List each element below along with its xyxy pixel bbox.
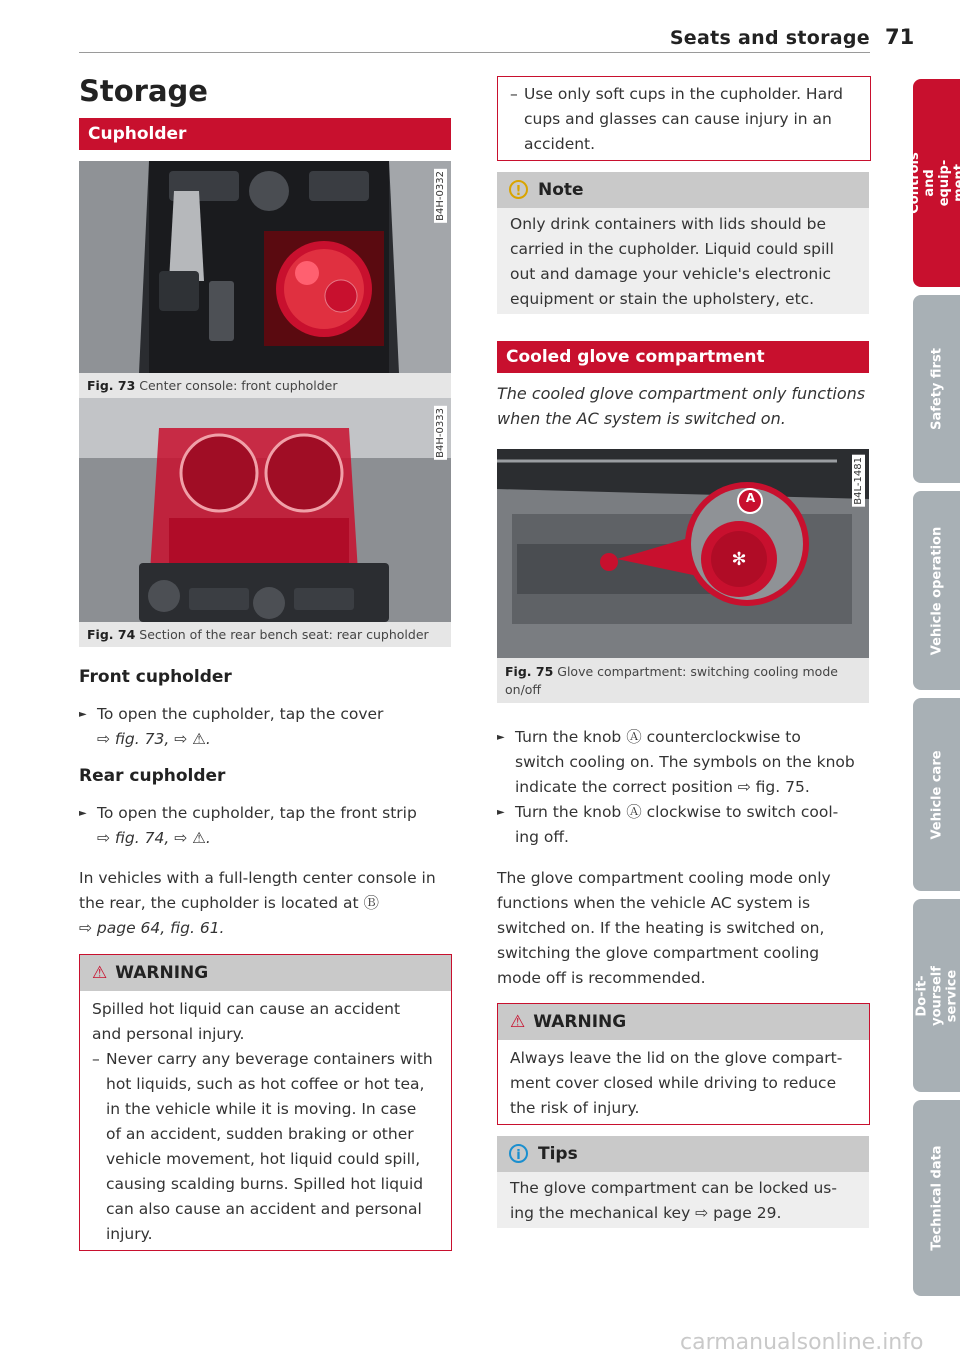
svg-text:✻: ✻ <box>731 549 747 570</box>
caption-text: on/off <box>505 682 542 697</box>
tips-body <box>497 1172 869 1226</box>
text-line: – Never carry any beverage containers with <box>106 1050 433 1068</box>
heading-front-cupholder: Front cupholder <box>79 667 232 687</box>
dash-item <box>510 82 858 157</box>
text-line: mode off is recommended. <box>497 969 706 987</box>
text-line: hot liquids, such as hot coffee or hot tea, <box>106 1075 425 1093</box>
glove-compartment-illustration <box>497 449 869 658</box>
bullet-item <box>497 725 877 800</box>
text-line: when the AC system is switched on. <box>497 409 786 428</box>
text-line: switch cooling on. The symbols on the knob <box>515 753 855 771</box>
warning-header <box>80 955 451 991</box>
section-intro <box>497 381 877 431</box>
page-number: 71 <box>885 25 915 49</box>
figure-code: B4H-0333 <box>435 408 446 458</box>
figure-code: B4L-1481 <box>853 457 864 505</box>
text-line: – Use only soft cups in the cupholder. Hard <box>524 85 844 103</box>
section-bar-cupholder: Cupholder <box>79 118 451 150</box>
text-line: ing off. <box>515 828 569 846</box>
note-body <box>497 208 869 312</box>
tab-controls-and-equipment[interactable] <box>906 79 967 287</box>
text-line: equipment or stain the upholstery, etc. <box>510 290 815 308</box>
text-line: out and damage your vehicle's electronic <box>510 265 832 283</box>
header-section-title: Seats and storage <box>669 27 870 49</box>
text-line: In vehicles with a full-length center console in <box>79 869 436 887</box>
page-title: Storage <box>79 74 208 108</box>
text-line: switching the glove compartment cooling <box>497 944 820 962</box>
text-line: Only drink containers with lids should be <box>510 215 827 233</box>
section-bar-cooled-glove-compartment: Cooled glove compartment <box>497 341 869 373</box>
bullet-text: To open the cupholder, tap the front strip <box>97 804 417 822</box>
warning-box <box>79 954 452 1251</box>
figure-caption <box>497 658 869 703</box>
warning-heading: WARNING <box>533 1012 627 1032</box>
warning-triangle-icon: ⚠ <box>92 963 108 983</box>
text-line: The cooled glove compartment only functions <box>497 384 866 403</box>
tab-vehicle-care[interactable] <box>913 698 960 891</box>
text-line: and personal injury. <box>92 1025 245 1043</box>
tips-heading: Tips <box>538 1144 578 1164</box>
warning-continuation-body <box>498 77 870 157</box>
figure-caption <box>79 373 451 398</box>
warning-box <box>497 1003 870 1125</box>
warning-header <box>498 1004 869 1040</box>
tab-label: Vehicle care <box>929 749 944 840</box>
exclamation-icon: ! <box>509 180 528 199</box>
footer-watermark: carmanualsonline.info <box>680 1330 924 1355</box>
text-line: the rear, the cupholder is located at Ⓑ <box>79 894 379 912</box>
header-rule <box>79 52 870 53</box>
text-line: Spilled hot liquid can cause an accident <box>92 1000 401 1018</box>
figure-marker-a: A <box>745 491 756 505</box>
text-line: ment cover closed while driving to reduce <box>510 1074 837 1092</box>
rear-cupholder-illustration <box>79 398 451 622</box>
dash-item <box>92 1047 439 1247</box>
text-line: accident. <box>524 135 596 153</box>
cross-reference[interactable]: ⇨ page 64, fig. 61. <box>79 919 225 937</box>
warning-body <box>498 1040 869 1121</box>
text-line: the risk of injury. <box>510 1099 640 1117</box>
tab-label: Controls and equip- ment <box>906 152 967 214</box>
heading-rear-cupholder: Rear cupholder <box>79 766 226 786</box>
tab-label: Technical data <box>929 1145 944 1251</box>
text-line: cups and glasses can cause injury in an <box>524 110 832 128</box>
text-line: The glove compartment cooling mode only <box>497 869 831 887</box>
caption-text: Section of the rear bench seat: rear cupholder <box>139 627 429 642</box>
figure-caption <box>79 622 451 647</box>
figure-code: B4H-0332 <box>435 171 446 221</box>
tab-label: Vehicle operation <box>929 526 944 655</box>
text-line: in the vehicle while it is moving. In case <box>106 1100 417 1118</box>
glove-compartment-instructions <box>497 725 877 850</box>
tab-label: Do-it-yourself service <box>914 965 959 1026</box>
caption-number: Fig. 73 <box>87 378 136 393</box>
warning-body <box>80 991 451 1247</box>
text-line: functions when the vehicle AC system is <box>497 894 811 912</box>
figure-rear-cupholder <box>79 398 451 622</box>
warning-continuation-box <box>497 76 871 161</box>
bullet-text: To open the cupholder, tap the cover <box>97 705 384 723</box>
front-cupholder-instructions <box>79 702 451 752</box>
text-line: of an accident, sudden braking or other <box>106 1125 414 1143</box>
paragraph-center-console <box>79 866 459 941</box>
text-line: injury. <box>106 1225 153 1243</box>
note-header <box>497 172 869 208</box>
text-line: The glove compartment can be locked us- <box>510 1179 837 1197</box>
tab-safety-first[interactable] <box>913 295 960 483</box>
figure-glove-compartment <box>497 449 869 658</box>
rear-cupholder-instructions <box>79 801 451 851</box>
warning-triangle-icon: ⚠ <box>510 1012 526 1032</box>
text-line: indicate the correct position ⇨ fig. 75. <box>515 778 810 796</box>
bullet-item <box>497 800 877 850</box>
warning-heading: WARNING <box>115 963 209 983</box>
tab-technical-data[interactable] <box>913 1100 960 1296</box>
front-cupholder-illustration <box>79 161 451 373</box>
text-line: can also cause an accident and personal <box>106 1200 422 1218</box>
caption-number: Fig. 75 <box>505 664 554 679</box>
text-line: ► Turn the knob Ⓐ counterclockwise to <box>515 728 801 746</box>
tab-label: Safety first <box>929 348 944 430</box>
tips-header <box>497 1136 869 1172</box>
tab-vehicle-operation[interactable] <box>913 491 960 690</box>
text-line: causing scalding burns. Spilled hot liquid <box>106 1175 424 1193</box>
text-line: vehicle movement, hot liquid could spill, <box>106 1150 421 1168</box>
paragraph-cooling-mode <box>497 866 877 991</box>
bullet-item <box>79 801 451 826</box>
caption-text: Center console: front cupholder <box>139 378 338 393</box>
figure-front-cupholder <box>79 161 451 373</box>
tips-box <box>497 1136 869 1228</box>
note-box <box>497 172 869 314</box>
cross-reference[interactable]: ⇨ fig. 73, ⇨ ⚠. <box>97 730 211 748</box>
caption-text: Glove compartment: switching cooling mode <box>557 664 838 679</box>
caption-number: Fig. 74 <box>87 627 136 642</box>
info-icon: i <box>509 1144 528 1163</box>
bullet-item <box>79 702 451 727</box>
text-line: ing the mechanical key ⇨ page 29. <box>510 1204 782 1222</box>
cross-reference[interactable]: ⇨ fig. 74, ⇨ ⚠. <box>97 829 211 847</box>
text-line: switched on. If the heating is switched on, <box>497 919 825 937</box>
text-line: Always leave the lid on the glove compart- <box>510 1049 843 1067</box>
text-line: carried in the cupholder. Liquid could spill <box>510 240 834 258</box>
tab-do-it-yourself-service[interactable] <box>913 899 960 1092</box>
note-heading: Note <box>538 180 584 200</box>
text-line: ► Turn the knob Ⓐ clockwise to switch cool- <box>515 803 839 821</box>
